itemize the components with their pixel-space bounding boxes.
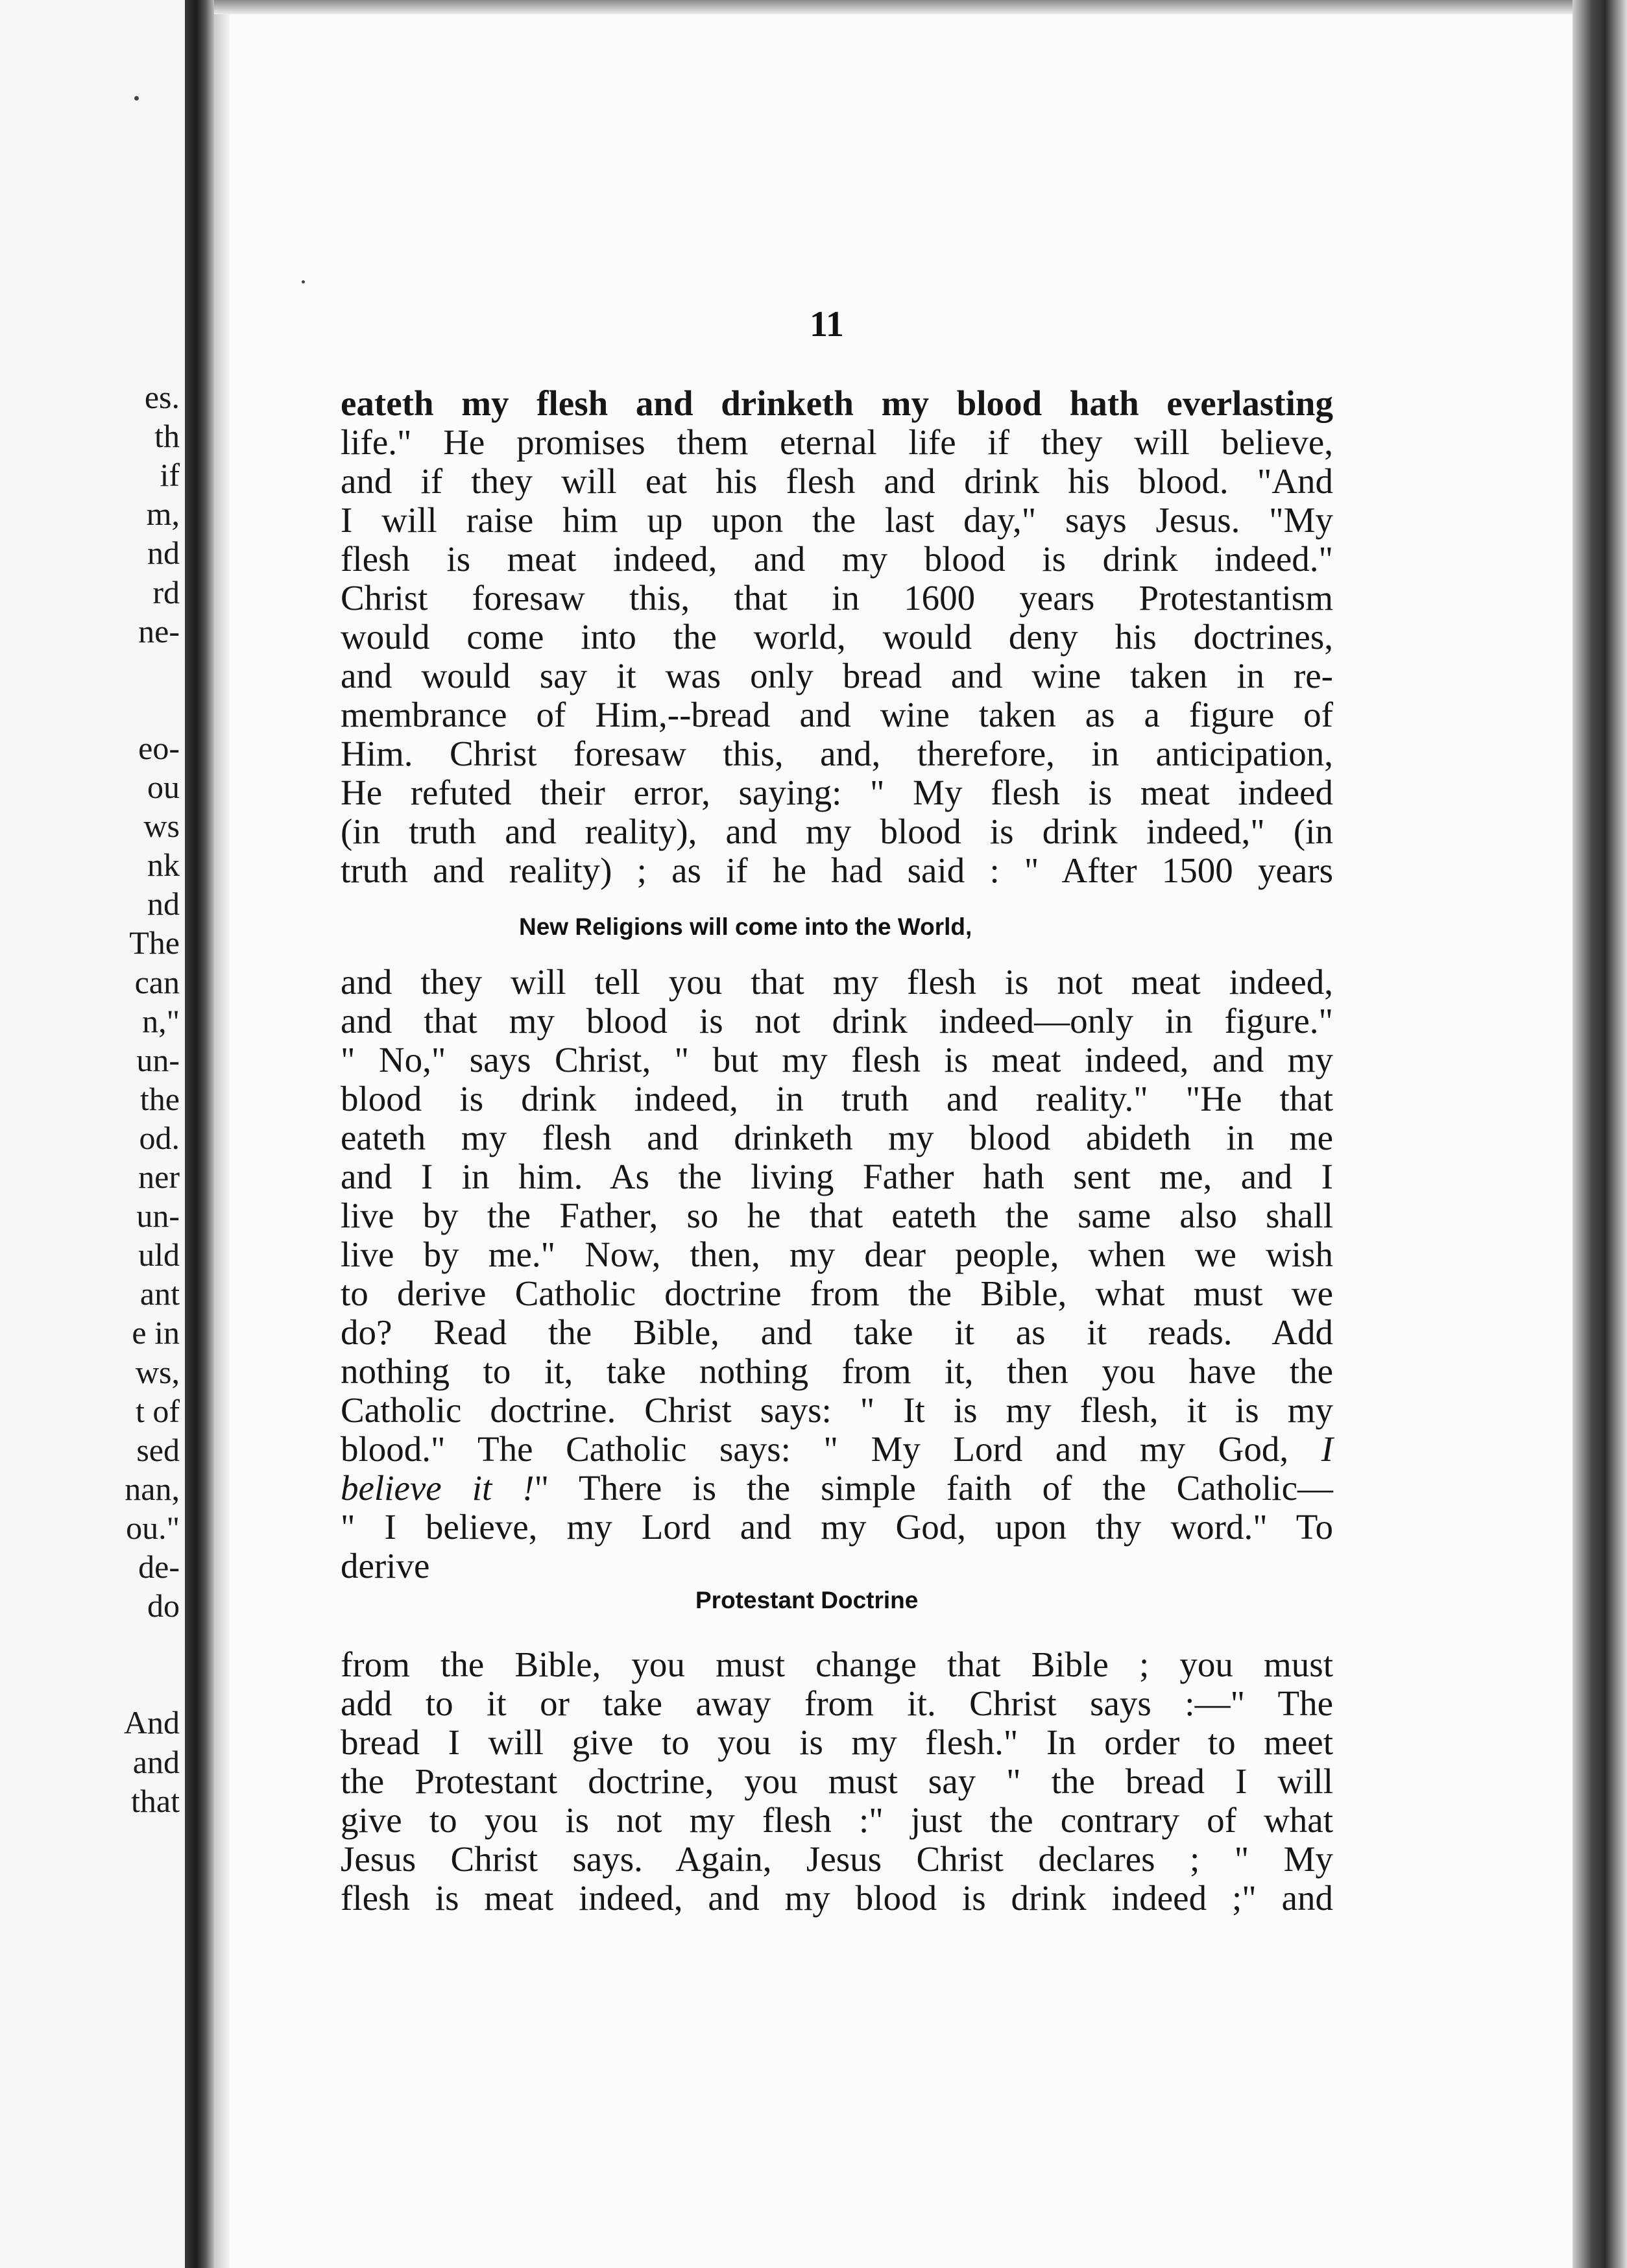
text-line: " No," says Christ, " but my flesh is meat indeed, and my — [341, 1040, 1333, 1080]
text-line: live by the Father, so he that eateth the same also shall — [341, 1196, 1333, 1235]
left-page-fragment: nd — [147, 535, 180, 572]
text-line: to derive Catholic doctrine from the Bible, what must we — [341, 1273, 1333, 1313]
text-line: add to it or take away from it. Christ says :—" The — [341, 1683, 1333, 1723]
section-heading-protestant-doctrine: Protestant Doctrine — [695, 1587, 919, 1613]
left-page-fragment: t of — [135, 1392, 180, 1429]
left-page-fragment: The — [129, 924, 180, 961]
left-page-fragment: rd — [152, 573, 180, 610]
text-line: and that my blood is not drink indeed—only in figure." — [341, 1001, 1333, 1041]
text-line: and I in him. As the living Father hath sent me, and I — [341, 1157, 1333, 1196]
left-page-fragment: the — [139, 1080, 180, 1117]
left-page-fragment: ne- — [138, 612, 180, 649]
left-page-fragment: nk — [147, 847, 180, 884]
text-line: truth and reality) ; as if he had said : " After 1500 years — [341, 850, 1333, 890]
left-page-fragment: ou — [147, 769, 180, 805]
section-heading-new-religions: New Religions will come into the World, — [519, 913, 972, 940]
left-page-fragment: es. — [144, 379, 180, 415]
text-line: I will raise him up upon the last day," says Jesus. "My — [341, 500, 1333, 540]
text-line: " I believe, my Lord and my God, upon thy word." To — [341, 1507, 1333, 1547]
text-line: blood is drink indeed, in truth and reality." "He that — [341, 1079, 1333, 1118]
left-facing-page — [0, 0, 185, 2268]
left-page-fragment: th — [154, 418, 180, 455]
left-page-fragment: And — [123, 1704, 180, 1741]
left-page-fragment: m, — [146, 496, 180, 533]
left-page-fragment: ws, — [135, 1353, 180, 1390]
left-page-fragment: if — [160, 457, 180, 494]
paragraph-3 — [341, 1645, 1333, 1918]
text-line: and they will tell you that my flesh is not meat indeed, — [341, 962, 1333, 1002]
left-page-fragment: od. — [139, 1119, 180, 1156]
text-line: and would say it was only bread and wine taken in re- — [341, 656, 1333, 695]
left-page-fragment: n," — [142, 1002, 180, 1039]
text-line: membrance of Him,--bread and wine taken as a figure of — [341, 695, 1333, 734]
text-line: Jesus Christ says. Again, Jesus Christ declares ; " My — [341, 1839, 1333, 1879]
left-page-fragment: ws — [143, 808, 180, 845]
page-top-edge — [214, 0, 1589, 14]
text-line: derive — [341, 1546, 430, 1586]
left-page-fragment: and — [132, 1743, 180, 1780]
left-page-fragment: do — [147, 1587, 180, 1624]
left-page-fragment: e in — [132, 1314, 180, 1351]
left-page-fragment: nd — [147, 886, 180, 923]
text-line: eateth my flesh and drinketh my blood abideth in me — [341, 1118, 1333, 1157]
text-line: do? Read the Bible, and take it as it reads. Add — [341, 1312, 1333, 1352]
text-line: (in truth and reality), and my blood is drink indeed," (in — [341, 812, 1333, 851]
text-line: nothing to it, take nothing from it, then you have the — [341, 1351, 1333, 1391]
paragraph-2 — [341, 963, 1333, 1586]
text-line: the Protestant doctrine, you must say " the bread I will — [341, 1761, 1333, 1801]
left-page-fragment: sed — [136, 1431, 180, 1468]
text-line: would come into the world, would deny his doctrines, — [341, 617, 1333, 657]
text-line: bread I will give to you is my flesh." In order to meet — [341, 1722, 1333, 1762]
speck — [134, 96, 139, 101]
left-page-fragment: uld — [138, 1237, 180, 1273]
text-line: live by me." Now, then, my dear people, when we wish — [341, 1235, 1333, 1274]
text-line: and if they will eat his flesh and drink his blood. "And — [341, 461, 1333, 501]
left-page-fragment: un- — [136, 1041, 180, 1078]
left-page-fragment: can — [134, 963, 180, 1000]
book-gutter-shadow — [185, 0, 214, 2268]
left-page-fragment: that — [131, 1782, 180, 1819]
text-line: Him. Christ foresaw this, and, therefore, in anticipation, — [341, 734, 1333, 773]
text-line: believe it !" There is the simple faith of the Catholic— — [341, 1468, 1333, 1508]
left-page-fragment: de- — [138, 1549, 180, 1585]
text-line: Catholic doctrine. Christ says: " It is my flesh, it is my — [341, 1390, 1333, 1430]
text-line: eateth my flesh and drinketh my blood hath everlasting — [341, 383, 1333, 423]
text-line: flesh is meat indeed, and my blood is drink indeed ;" and — [341, 1878, 1333, 1918]
text-line: Christ foresaw this, that in 1600 years Protestantism — [341, 578, 1333, 618]
text-line: blood." The Catholic says: " My Lord and my God, I — [341, 1429, 1333, 1469]
left-page-fragment: eo- — [138, 729, 180, 766]
left-page-fragment: ou." — [126, 1509, 180, 1546]
paragraph-1 — [341, 384, 1333, 890]
text-line: flesh is meat indeed, and my blood is drink indeed." — [341, 539, 1333, 579]
left-page-fragment: ant — [139, 1275, 180, 1312]
left-page-fragment: un- — [136, 1198, 180, 1235]
text-line: life." He promises them eternal life if they will believe, — [341, 422, 1333, 462]
left-page-fragment: nan, — [125, 1470, 180, 1507]
text-line: He refuted their error, saying: " My flesh is meat indeed — [341, 773, 1333, 812]
gutter-highlight — [214, 0, 230, 2268]
text-line: from the Bible, you must change that Bible ; you must — [341, 1645, 1333, 1684]
page-number: 11 — [810, 304, 844, 344]
page-right-edge-shadow — [1573, 0, 1627, 2268]
text-line: give to you is not my flesh :" just the contrary of what — [341, 1800, 1333, 1840]
left-page-fragment: ner — [138, 1159, 180, 1195]
speck — [302, 280, 305, 284]
